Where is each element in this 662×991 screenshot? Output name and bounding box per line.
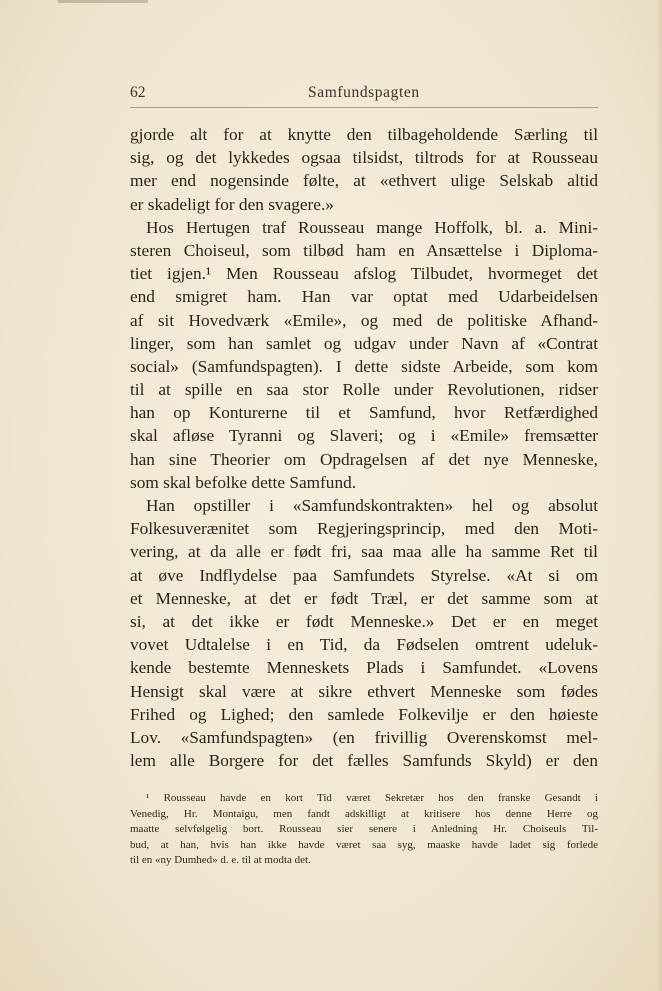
body-line: han sine Theorier om Opdragelsen af det nye Menneske, (130, 449, 598, 469)
body-line: lem alle Borgere for det fælles Samfunds Skyld) er den (130, 751, 598, 771)
body-text (130, 123, 598, 772)
page-edge-shadow (656, 0, 662, 991)
body-line: at øve Indflydelse paa Samfundets Styrelse. «At si om (130, 565, 598, 585)
footnote-line: ¹ Rousseau havde en kort Tid været Sekretær hos den franske Gesandt i (146, 792, 598, 804)
body-line: kende bestemte Menneskets Plads i Samfundet. «Lovens (130, 658, 598, 678)
page-number: 62 (130, 84, 146, 101)
body-line: Lov. «Samfundspagten» (en frivillig Overenskomst mel- (130, 727, 598, 747)
body-line: mer end nogensinde følte, at «ethvert ulige Selskab altid (130, 171, 598, 191)
body-line: steren Choiseul, som tilbød ham en Ansættelse i Diploma- (130, 240, 598, 260)
running-title: Samfundspagten (308, 84, 420, 101)
body-line: gjorde alt for at knytte den tilbageholdende Særling til (130, 125, 598, 144)
body-line: Hos Hertugen traf Rousseau mange Hoffolk, bl. a. Mini- (146, 217, 598, 237)
body-line: til at spille en saa stor Rolle under Revolutionen, ridser (130, 380, 598, 400)
body-line: linger, som han samlet og udgav under Navn af «Contrat (130, 333, 598, 353)
body-line: som skal befolke dette Samfund. (130, 472, 357, 492)
body-line: Han opstiller i «Samfundskontrakten» hel og absolut (146, 496, 598, 515)
page-header (130, 84, 598, 106)
body-line: vering, at da alle er født fri, saa maa alle ha samme Ret til (130, 542, 598, 562)
body-line: Frihed og Lighed; den samlede Folkevilje er den høieste (130, 704, 598, 724)
body-line: si, at det ikke er født Menneske.» Det er en meget (130, 611, 598, 631)
body-line: han op Konturerne til et Samfund, hvor Retfærdighed (130, 403, 598, 423)
body-line: af sit Hovedværk «Emile», og med de politiske Afhand- (130, 310, 598, 330)
footnote-line: Venedig, Hr. Montaigu, men fandt adskilligt at kritisere hos denne Herre og (130, 807, 598, 820)
body-line: tiet igjen.¹ Men Rousseau afslog Tilbudet, hvormeget det (130, 264, 598, 284)
footnote-line: til en «ny Dumhed» d. e. til at modta det. (130, 854, 311, 867)
scan-mark (58, 0, 148, 3)
body-line: et Menneske, at det er født Træl, er det samme som at (130, 588, 598, 608)
footnote-line: maatte selvfølgelig bort. Rousseau sier senere i Anledning Hr. Choiseuls Til- (130, 823, 598, 836)
body-line: er skadeligt for den svagere.» (130, 194, 334, 214)
body-line: Folkesuverænitet som Regjeringsprincip, med den Moti- (130, 519, 598, 539)
body-line: vovet Udtalelse i en Tid, da Fødselen omtrent udeluk- (130, 635, 598, 655)
body-line: sig, og det lykkedes ogsaa tilsidst, tiltrods for at Rousseau (130, 148, 598, 168)
body-line: skal afløse Tyranni og Slaveri; og i «Emile» fremsætter (130, 426, 598, 446)
footnote (130, 791, 598, 869)
header-rule (130, 107, 598, 108)
body-line: Hensigt skal være at sikre ethvert Menneske som fødes (130, 681, 598, 701)
body-line: end smigret ham. Han var optat med Udarbeidelsen (130, 287, 598, 307)
footnote-line: bud, at han, hvis han ikke havde været saa syg, maaske havde ladet sig forlede (130, 838, 598, 851)
body-line: social» (Samfundspagten). I dette sidste Arbeide, som kom (130, 356, 598, 376)
